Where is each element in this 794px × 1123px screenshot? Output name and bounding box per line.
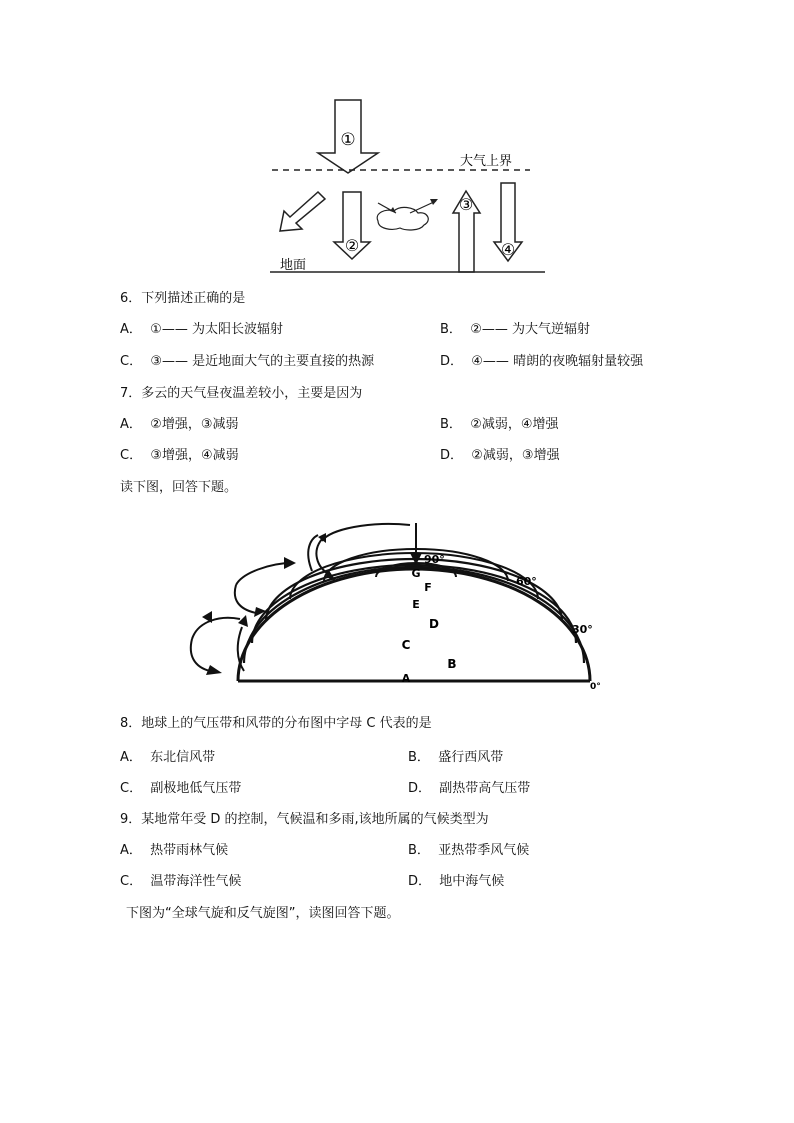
q9-option-a[interactable] bbox=[120, 842, 228, 860]
hadley-cell-arrowhead-2 bbox=[202, 611, 212, 623]
q6-option-d-letter: D． bbox=[440, 354, 464, 369]
q9-option-d-letter: D． bbox=[408, 874, 432, 889]
atmosphere-radiation-figure bbox=[260, 95, 550, 280]
q6-option-a[interactable] bbox=[120, 321, 283, 339]
cloud-out-arrowhead bbox=[430, 199, 438, 205]
latitude-30: 30° bbox=[572, 623, 593, 636]
q7-option-a-text: ②增强，③减弱 bbox=[150, 417, 239, 432]
q9-option-a-letter: A． bbox=[120, 843, 142, 858]
q6-option-c-letter: C． bbox=[120, 354, 143, 369]
q8-stem: 8．地球上的气压带和风带的分布图中字母 C 代表的是 bbox=[120, 716, 432, 731]
q6-option-b-letter: B． bbox=[440, 322, 462, 337]
q7-option-a-letter: A． bbox=[120, 417, 142, 432]
q8-option-d-text: 副热带高气压带 bbox=[439, 781, 531, 796]
q9-option-d-text: 地中海气候 bbox=[439, 874, 505, 889]
q9-stem: 9．某地常年受 D 的控制，气候温和多雨,该地所属的气候类型为 bbox=[120, 812, 489, 827]
latitude-60: 60° bbox=[516, 575, 537, 588]
arrow-2-label: ② bbox=[344, 236, 360, 255]
q6-option-d[interactable] bbox=[440, 353, 643, 371]
q7-option-c-letter: C． bbox=[120, 448, 143, 463]
belt-letter-f: F bbox=[424, 581, 432, 594]
q9-option-a-text: 热带雨林气候 bbox=[150, 843, 229, 858]
arrow-3-label: ③ bbox=[458, 195, 474, 214]
hadley-cell-arrowhead bbox=[206, 665, 222, 675]
ground-label: 地面 bbox=[280, 258, 307, 273]
ferrel-cell-arrowhead bbox=[284, 557, 296, 569]
q6-option-b-text: ②—— 为大气逆辐射 bbox=[470, 322, 590, 337]
q6-option-d-text: ④—— 晴朗的夜晚辐射量较强 bbox=[471, 354, 644, 369]
q8-option-a[interactable] bbox=[120, 749, 215, 767]
q7-option-c[interactable] bbox=[120, 447, 239, 465]
q9-option-d[interactable] bbox=[408, 873, 504, 891]
q8-option-b[interactable] bbox=[408, 749, 503, 767]
belt-letter-e: E bbox=[412, 598, 420, 611]
q6-stem: 6．下列描述正确的是 bbox=[120, 291, 246, 306]
q8-option-b-letter: B． bbox=[408, 750, 430, 765]
belt-letter-d: D bbox=[429, 617, 439, 631]
belt-letter-a: A bbox=[401, 672, 411, 685]
q8-option-c-text: 副极地低气压带 bbox=[150, 781, 242, 796]
q9-option-b[interactable] bbox=[408, 842, 529, 860]
belt-letter-c: C bbox=[401, 638, 411, 652]
intro-cyclone-figure: 下图为“全球气旋和反气旋图”，读图回答下题。 bbox=[126, 906, 400, 921]
q8-option-a-text: 东北信风带 bbox=[150, 750, 216, 765]
q6-option-c[interactable] bbox=[120, 353, 374, 371]
q7-option-b-letter: B． bbox=[440, 417, 462, 432]
q7-option-c-text: ③增强，④减弱 bbox=[150, 448, 239, 463]
q7-option-d[interactable] bbox=[440, 447, 560, 465]
q8-option-c[interactable] bbox=[120, 780, 241, 798]
q7-stem: 7．多云的天气昼夜温差较小，主要是因为 bbox=[120, 386, 363, 401]
arrow-4-label: ④ bbox=[500, 240, 516, 259]
belt-letter-b: B bbox=[447, 657, 457, 671]
q7-option-a[interactable] bbox=[120, 416, 238, 434]
intro-read-figure: 读下图，回答下题。 bbox=[120, 480, 238, 495]
hadley-cell-left-arrow bbox=[191, 639, 210, 671]
reflected-radiation-arrow bbox=[280, 192, 325, 231]
q8-option-c-letter: C． bbox=[120, 781, 143, 796]
q7-option-b-text: ②减弱，④增强 bbox=[470, 417, 559, 432]
ferrel-cell-top-arrow bbox=[236, 563, 292, 585]
q7-option-d-letter: D． bbox=[440, 448, 464, 463]
latitude-90: 90° bbox=[424, 553, 445, 566]
q6-option-a-letter: A． bbox=[120, 322, 142, 337]
q7-option-d-text: ②减弱，③增强 bbox=[471, 448, 560, 463]
atmosphere-top-label: 大气上界 bbox=[460, 154, 513, 169]
pressure-wind-belts-figure bbox=[180, 515, 620, 695]
cloud-icon bbox=[377, 207, 428, 230]
q9-option-c-letter: C． bbox=[120, 874, 143, 889]
q9-option-b-text: 亚热带季风气候 bbox=[438, 843, 530, 858]
belt-letter-g: G bbox=[411, 567, 421, 580]
q8-option-b-text: 盛行西风带 bbox=[438, 750, 504, 765]
ferrel-cell-left-arrow bbox=[235, 585, 256, 613]
q8-option-d[interactable] bbox=[408, 780, 530, 798]
latitude-0: 0° bbox=[590, 682, 601, 692]
polar-cell-top-arrow bbox=[322, 524, 410, 541]
q8-option-a-letter: A． bbox=[120, 750, 142, 765]
q8-option-d-letter: D． bbox=[408, 781, 432, 796]
q9-option-b-letter: B． bbox=[408, 843, 430, 858]
arrow-1-label: ① bbox=[340, 130, 356, 150]
q9-option-c-text: 温带海洋性气候 bbox=[150, 874, 242, 889]
q6-option-c-text: ③—— 是近地面大气的主要直接的热源 bbox=[150, 354, 375, 369]
low-latitude-connector-arrowhead bbox=[238, 615, 248, 627]
q6-option-a-text: ①—— 为太阳长波辐射 bbox=[150, 322, 283, 337]
q9-option-c[interactable] bbox=[120, 873, 241, 891]
hadley-cell-top-arrow bbox=[192, 618, 240, 639]
q7-option-b[interactable] bbox=[440, 416, 559, 434]
q6-option-b[interactable] bbox=[440, 321, 590, 339]
